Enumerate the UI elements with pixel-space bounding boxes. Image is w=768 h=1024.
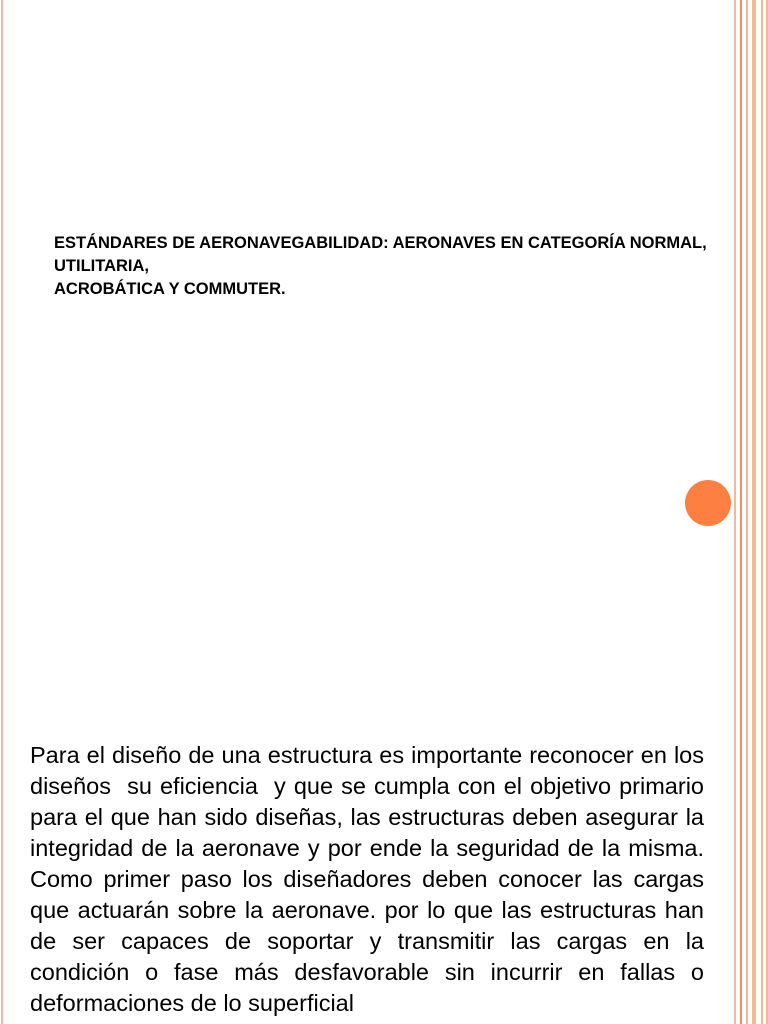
frame-line-right-5 — [761, 0, 763, 1024]
frame-line-right-1 — [734, 0, 736, 1024]
frame-line-right-2 — [740, 0, 742, 1024]
frame-line-right-4 — [752, 0, 756, 1024]
frame-line-right-3 — [746, 0, 748, 1024]
frame-line-left — [1, 0, 3, 1024]
accent-dot-icon — [685, 480, 731, 526]
slide-title: ESTÁNDARES DE AERONAVEGABILIDAD: AERONAVES EN CATEGORÍA NORMAL, UTILITARIA, ACROBÁTICA Y COMMUTER. — [54, 234, 707, 298]
slide-body-text: Para el diseño de una estructura es importante reconocer en los diseños su eficiencia y que se cumpla con el objetivo primario para el que han sido diseñas, las estructuras deben asegurar la integridad de la aeronave y por ende la seguridad de la misma. Como primer paso los diseñadores deben conocer las cargas que actuarán sobre la aeronave. por lo que las estructuras han de ser capaces de soportar y transmitir las cargas en la condición o fase más desfavorable sin incurrir en fallas o deformaciones de lo superficial — [30, 742, 711, 1016]
